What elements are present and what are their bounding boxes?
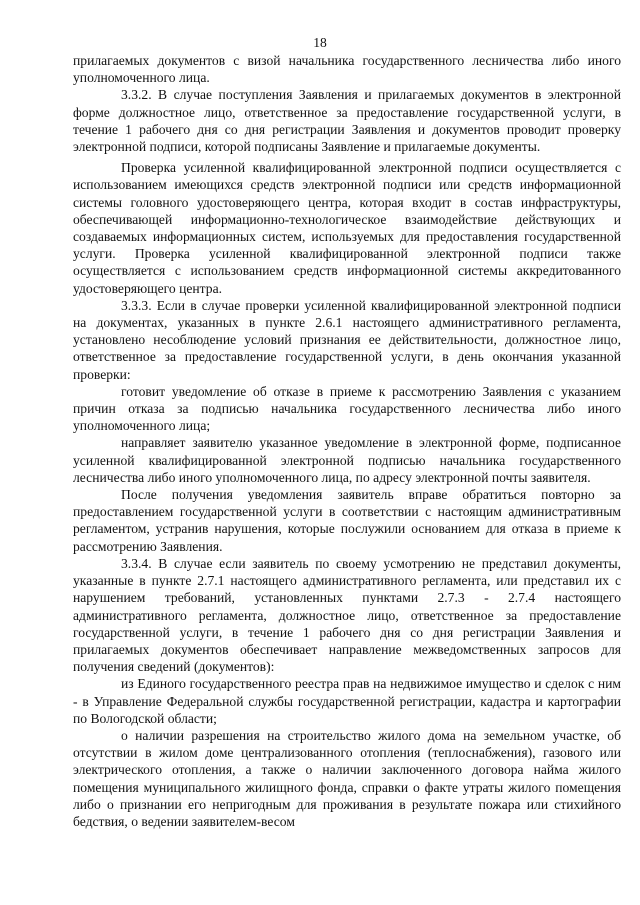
page-number: 18: [313, 35, 327, 50]
paragraph-continuation: прилагаемых документов с визой начальника государственного лесничества либо иного уполномоченного лица.: [73, 53, 621, 86]
paragraph-registry-request: из Единого государственного реестра прав на недвижимое имущество и сделок с ним - в Управление Федеральной службы государственной регистрации, кадастра и картографии по Вологодской области;: [73, 676, 621, 726]
paragraph-signature-check: Проверка усиленной квалифицированной электронной подписи осуществляется с использованием имеющихся средств электронной подписи или средств информационной системы головного удостоверяющего центра, которая входит в состав инфраструктуры, обеспечивающей информационно-технологическое взаимодействие действующих и создаваемых информационных систем, используемых для предоставления государственной услуги. Проверка усиленной квалифицированной электронной подписи также осуществляется с использованием средств информационной системы аккредитованного удостоверяющего центра.: [73, 160, 621, 296]
paragraph-send-notice: направляет заявителю указанное уведомление в электронной форме, подписанное усиленной квалифицированной электронной подписью начальника государственного лесничества либо иного уполномоченного лица, по адресу электронной почты заявителя.: [73, 435, 621, 485]
paragraph-3-3-2: 3.3.2. В случае поступления Заявления и прилагаемых документов в электронной форме должностное лицо, ответственное за предоставление государственной услуги, в течение 1 рабочего дня со дня регистрации Заявления и документов проводит проверку электронной подписи, которой подписаны Заявление и прилагаемые документы.: [73, 87, 621, 155]
paragraph-prepare-notice: готовит уведомление об отказе в приеме к рассмотрению Заявления с указанием причин отказа за подписью начальника государственного лесничества либо иного уполномоченного лица;: [73, 383, 621, 434]
paragraph-building-permit: о наличии разрешения на строительство жилого дома на земельном участке, об отсутствии в жилом доме централизованного отопления (теплоснабжения), газового или электрического отопления, а также о наличии заключенного договора найма жилого помещения муниципального жилищного фонда, справки о факте утраты жилого помещения либо о признании его непригодным для проживания в результате пожара или стихийного бедствия, о ведении заявителем-весом: [73, 727, 621, 829]
document-body: [73, 52, 621, 830]
paragraph-reapply: После получения уведомления заявитель вправе обратиться повторно за предоставлением государственной услуги в соответствии с настоящим административным регламентом, устранив нарушения, которые послужили основанием для отказа в приеме к рассмотрению Заявления.: [73, 487, 621, 554]
paragraph-3-3-3: 3.3.3. Если в случае проверки усиленной квалифицированной электронной подписи на документах, указанных в пункте 2.6.1 настоящего административного регламента, установлено несоблюдение условий признания ее действительности, должностное лицо, ответственное за предоставление государственной услуги, в день окончания указанной проверки:: [73, 297, 621, 382]
paragraph-3-3-4: 3.3.4. В случае если заявитель по своему усмотрению не представил документы, указанные в пункте 2.7.1 настоящего административного регламента, или представил их с нарушением требований, установленных пунктами 2.7.3 - 2.7.4 настоящего административного регламента, должностное лицо, ответственное за предоставление государственной услуги, в течение 1 рабочего дня со дня регистрации Заявления и прилагаемых документов обеспечивает направление межведомственных запросов для получения сведений (документов):: [73, 555, 621, 675]
